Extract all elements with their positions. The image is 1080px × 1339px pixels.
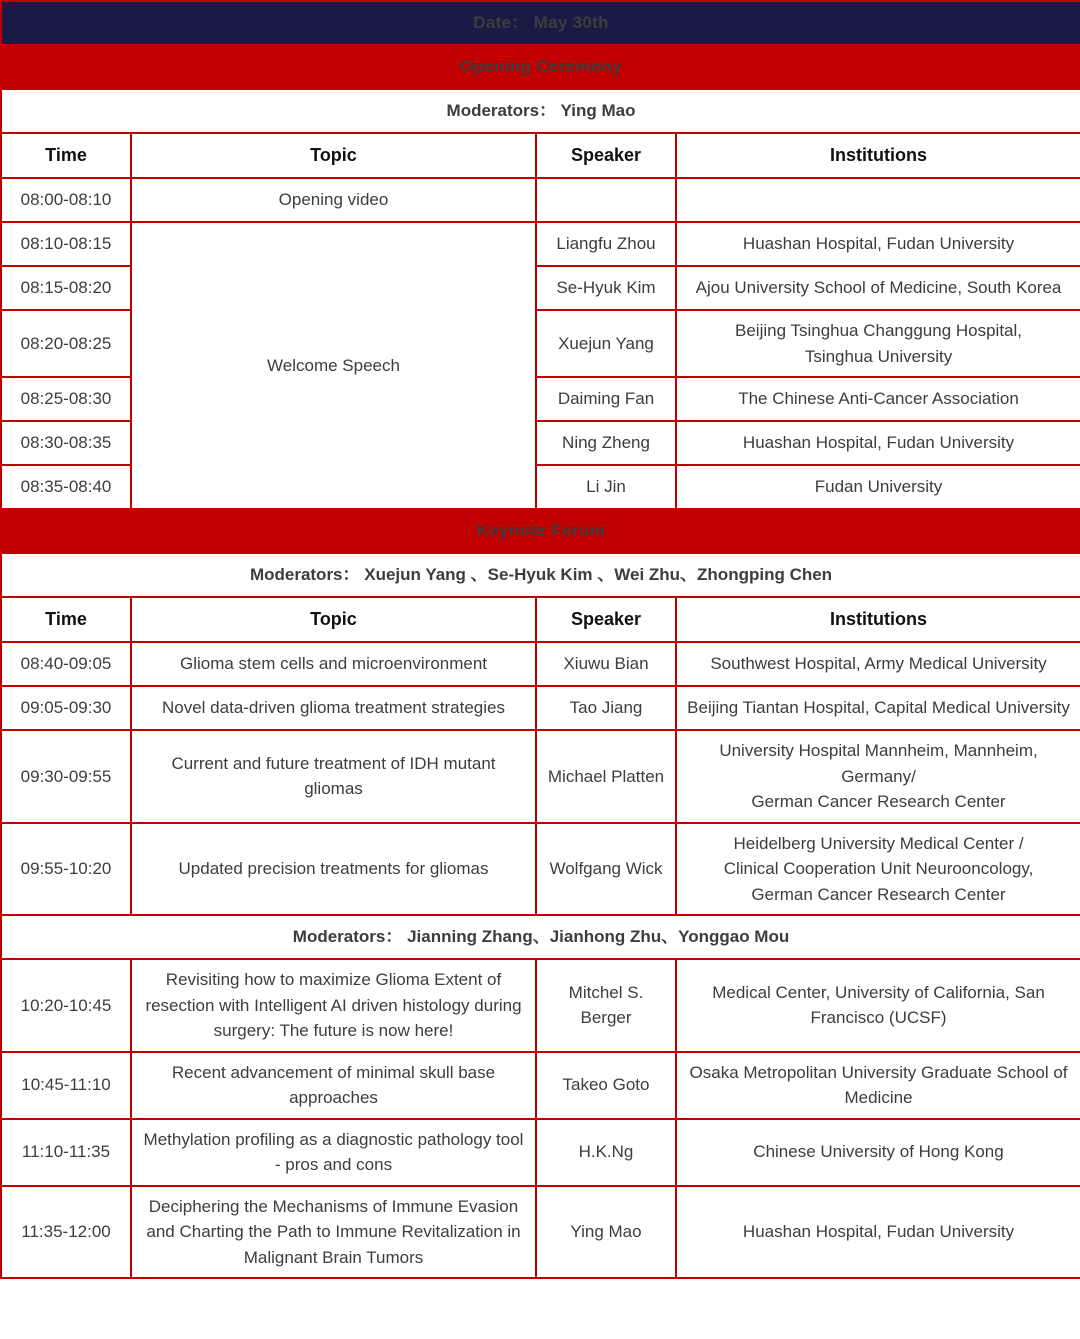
moderators-keynote-1: Moderators： Xuejun Yang 、Se-Hyuk Kim 、Wei Zhu、Zhongping Chen — [1, 553, 1080, 597]
time-cell: 08:35-08:40 — [1, 465, 131, 509]
column-header-row — [1, 597, 1080, 642]
institutions-cell: Huashan Hospital, Fudan University — [676, 421, 1080, 465]
institutions-cell — [676, 178, 1080, 222]
speaker-cell: Daiming Fan — [536, 377, 676, 421]
section-bar-row — [1, 45, 1080, 89]
table-row-keynote-5 — [1, 1052, 1080, 1119]
time-cell: 08:25-08:30 — [1, 377, 131, 421]
institutions-cell: Southwest Hospital, Army Medical University — [676, 642, 1080, 686]
section-bar-row — [1, 509, 1080, 553]
date-header: Date： May 30th — [1, 1, 1080, 45]
table-row-keynote-3 — [1, 823, 1080, 916]
institutions-cell: Huashan Hospital, Fudan University — [676, 222, 1080, 266]
time-cell: 08:30-08:35 — [1, 421, 131, 465]
table-row-keynote-4 — [1, 959, 1080, 1052]
column-header-topic: Topic — [131, 133, 536, 178]
time-cell: 10:45-11:10 — [1, 1052, 131, 1119]
time-cell: 10:20-10:45 — [1, 959, 131, 1052]
speaker-cell: H.K.Ng — [536, 1119, 676, 1186]
speaker-cell: Li Jin — [536, 465, 676, 509]
moderators-keynote-2: Moderators： Jianning Zhang、Jianhong Zhu、Yonggao Mou — [1, 915, 1080, 959]
table-row-opening-video — [1, 178, 1080, 222]
institutions-cell: Osaka Metropolitan University Graduate School of Medicine — [676, 1052, 1080, 1119]
moderators-row — [1, 553, 1080, 597]
time-cell: 08:15-08:20 — [1, 266, 131, 310]
table-row-keynote-6 — [1, 1119, 1080, 1186]
institutions-cell: University Hospital Mannheim, Mannheim, Germany/ German Cancer Research Center — [676, 730, 1080, 823]
time-cell: 08:10-08:15 — [1, 222, 131, 266]
topic-cell: Opening video — [131, 178, 536, 222]
table-row-keynote-0 — [1, 642, 1080, 686]
time-cell: 08:00-08:10 — [1, 178, 131, 222]
table-row-welcome-0 — [1, 222, 1080, 266]
time-cell: 11:35-12:00 — [1, 1186, 131, 1279]
topic-cell: Novel data-driven glioma treatment strategies — [131, 686, 536, 730]
speaker-cell: Tao Jiang — [536, 686, 676, 730]
moderators-opening: Moderators： Ying Mao — [1, 89, 1080, 133]
speaker-cell: Michael Platten — [536, 730, 676, 823]
time-cell: 09:05-09:30 — [1, 686, 131, 730]
institutions-cell: Chinese University of Hong Kong — [676, 1119, 1080, 1186]
topic-cell: Revisiting how to maximize Glioma Extent of resection with Intelligent AI driven histology during surgery: The future is now here! — [131, 959, 536, 1052]
table-row-keynote-2 — [1, 730, 1080, 823]
speaker-cell: Ning Zheng — [536, 421, 676, 465]
column-header-time: Time — [1, 597, 131, 642]
speaker-cell: Xuejun Yang — [536, 310, 676, 377]
column-header-institutions: Institutions — [676, 597, 1080, 642]
speaker-cell: Mitchel S. Berger — [536, 959, 676, 1052]
time-cell: 08:20-08:25 — [1, 310, 131, 377]
section-title-opening-ceremony: Opening Ceremony — [1, 45, 1080, 89]
column-header-speaker: Speaker — [536, 597, 676, 642]
moderators-row — [1, 89, 1080, 133]
topic-cell: Methylation profiling as a diagnostic pathology tool - pros and cons — [131, 1119, 536, 1186]
speaker-cell: Se-Hyuk Kim — [536, 266, 676, 310]
speaker-cell: Takeo Goto — [536, 1052, 676, 1119]
column-header-time: Time — [1, 133, 131, 178]
topic-cell: Current and future treatment of IDH mutant gliomas — [131, 730, 536, 823]
speaker-cell: Xiuwu Bian — [536, 642, 676, 686]
institutions-cell: Heidelberg University Medical Center / Clinical Cooperation Unit Neurooncology, German Cancer Research Center — [676, 823, 1080, 916]
institutions-cell: Fudan University — [676, 465, 1080, 509]
speaker-cell: Ying Mao — [536, 1186, 676, 1279]
speaker-cell: Liangfu Zhou — [536, 222, 676, 266]
institutions-cell: Beijing Tiantan Hospital, Capital Medical University — [676, 686, 1080, 730]
speaker-cell — [536, 178, 676, 222]
column-header-institutions: Institutions — [676, 133, 1080, 178]
time-cell: 09:55-10:20 — [1, 823, 131, 916]
institutions-cell: The Chinese Anti-Cancer Association — [676, 377, 1080, 421]
section-title-keynote-forum: Keynote Forum — [1, 509, 1080, 553]
table-row-keynote-7 — [1, 1186, 1080, 1279]
moderators-row — [1, 915, 1080, 959]
date-bar-row — [1, 1, 1080, 45]
topic-cell-welcome-speech: Welcome Speech — [131, 222, 536, 509]
column-header-row — [1, 133, 1080, 178]
topic-cell: Updated precision treatments for gliomas — [131, 823, 536, 916]
institutions-cell: Medical Center, University of California, San Francisco (UCSF) — [676, 959, 1080, 1052]
time-cell: 11:10-11:35 — [1, 1119, 131, 1186]
time-cell: 08:40-09:05 — [1, 642, 131, 686]
topic-cell: Recent advancement of minimal skull base approaches — [131, 1052, 536, 1119]
institutions-cell: Beijing Tsinghua Changgung Hospital, Tsinghua University — [676, 310, 1080, 377]
topic-cell: Deciphering the Mechanisms of Immune Evasion and Charting the Path to Immune Revitalization in Malignant Brain Tumors — [131, 1186, 536, 1279]
topic-cell: Glioma stem cells and microenvironment — [131, 642, 536, 686]
speaker-cell: Wolfgang Wick — [536, 823, 676, 916]
table-row-keynote-1 — [1, 686, 1080, 730]
column-header-speaker: Speaker — [536, 133, 676, 178]
institutions-cell: Ajou University School of Medicine, South Korea — [676, 266, 1080, 310]
institutions-cell: Huashan Hospital, Fudan University — [676, 1186, 1080, 1279]
column-header-topic: Topic — [131, 597, 536, 642]
time-cell: 09:30-09:55 — [1, 730, 131, 823]
